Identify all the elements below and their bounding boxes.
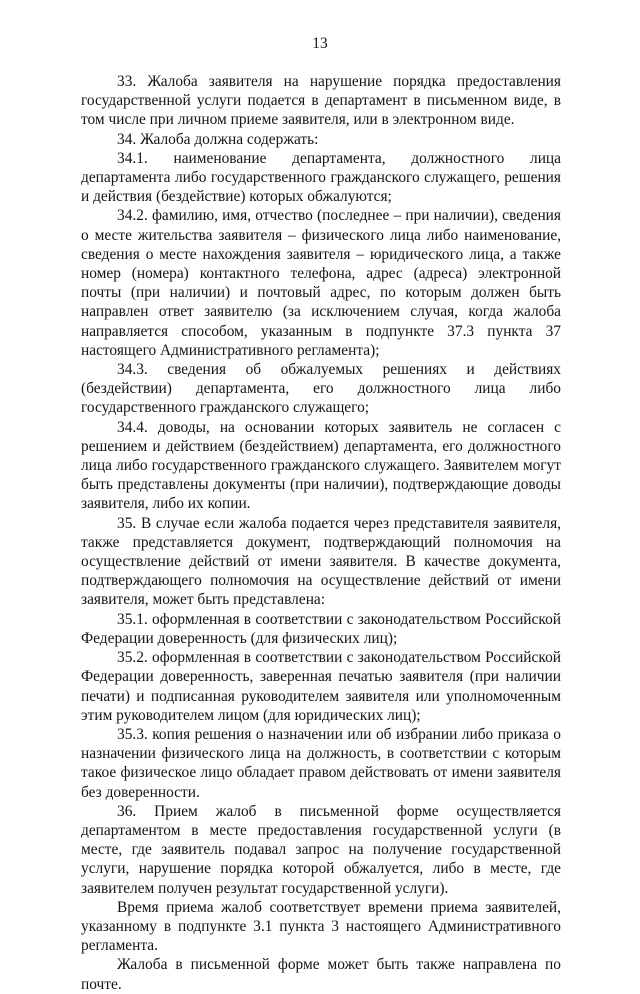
paragraph-35-2: 35.2. оформленная в соответствии с законодательством Российской Федерации доверенность, заверенная печатью заявителя (при наличии печати) и подписанная руководителем заявителя или уполномоченным этим руководителем лицом (для юридических лиц); [81,649,561,724]
paragraph-34-1: 34.1. наименование департамента, должностного лица департамента либо государственного гражданского служащего, решения и действия (бездействие) которых обжалуются; [81,149,561,206]
paragraph-35-1: 35.1. оформленная в соответствии с законодательством Российской Федерации доверенность (для физических лиц); [81,610,561,647]
paragraph-35: 35. В случае если жалоба подается через представителя заявителя, также представляется документ, подтверждающий полномочия на осуществление действий от имени заявителя. В качестве документа, подтверждающего полномочия на осуществление действий от имени заявителя, может быть представлена: [81,514,561,609]
page-number: 13 [312,35,328,52]
paragraph-35-3: 35.3. копия решения о назначении или об избрании либо приказа о назначении физического лица на должность, в соответствии с которым такое физическое лицо обладает правом действовать от имени заявителя без доверенности. [81,725,561,801]
paragraph-reception-time: Время приема жалоб соответствует времени приема заявителей, указанному в подпункте 3.1 пункта 3 настоящего Административного регламента. [81,898,561,955]
paragraph-34-3: 34.3. сведения об обжалуемых решениях и действиях (бездействии) департамента, его должностного лица либо государственного гражданского служащего; [81,361,561,417]
paragraph-36: 36. Прием жалоб в письменной форме осуществляется департаментом в месте предоставления государственной услуги (в месте, где заявитель подавал запрос на получение государственной услуги, нарушение порядка которой обжалуется, либо в месте, где заявителем получен результат государственной услуги). [81,802,561,897]
paragraph-33: 33. Жалоба заявителя на нарушение порядка предоставления государственной услуги подается в департамент в письменном виде, в том числе при личном приеме заявителя, или в электронном виде. [81,73,561,129]
paragraph-34: 34. Жалоба должна содержать: [117,130,319,148]
paragraph-postal-submission: Жалоба в письменной форме может быть также направлена по почте. [81,956,561,993]
document-body [81,72,561,994]
paragraph-34-4: 34.4. доводы, на основании которых заявитель не согласен с решением и действием (бездействием) департамента, его должностного лица либо государственного гражданского служащего. Заявителем могут быть представлены документы (при наличии), подтверждающие доводы заявителя, либо их копии. [81,418,561,513]
paragraph-34-2: 34.2. фамилию, имя, отчество (последнее – при наличии), сведения о месте жительства заявителя – физического лица либо наименование, сведения о месте нахождения заявителя – юридического лица, а также номер (номера) контактного телефона, адрес (адреса) электронной почты (при наличии) и почтовый адрес, по которым должен быть направлен ответ заявителю (за исключением случая, когда жалоба направляется способом, указанным в подпункте 37.3 пункта 37 настоящего Административного регламента); [81,207,561,359]
